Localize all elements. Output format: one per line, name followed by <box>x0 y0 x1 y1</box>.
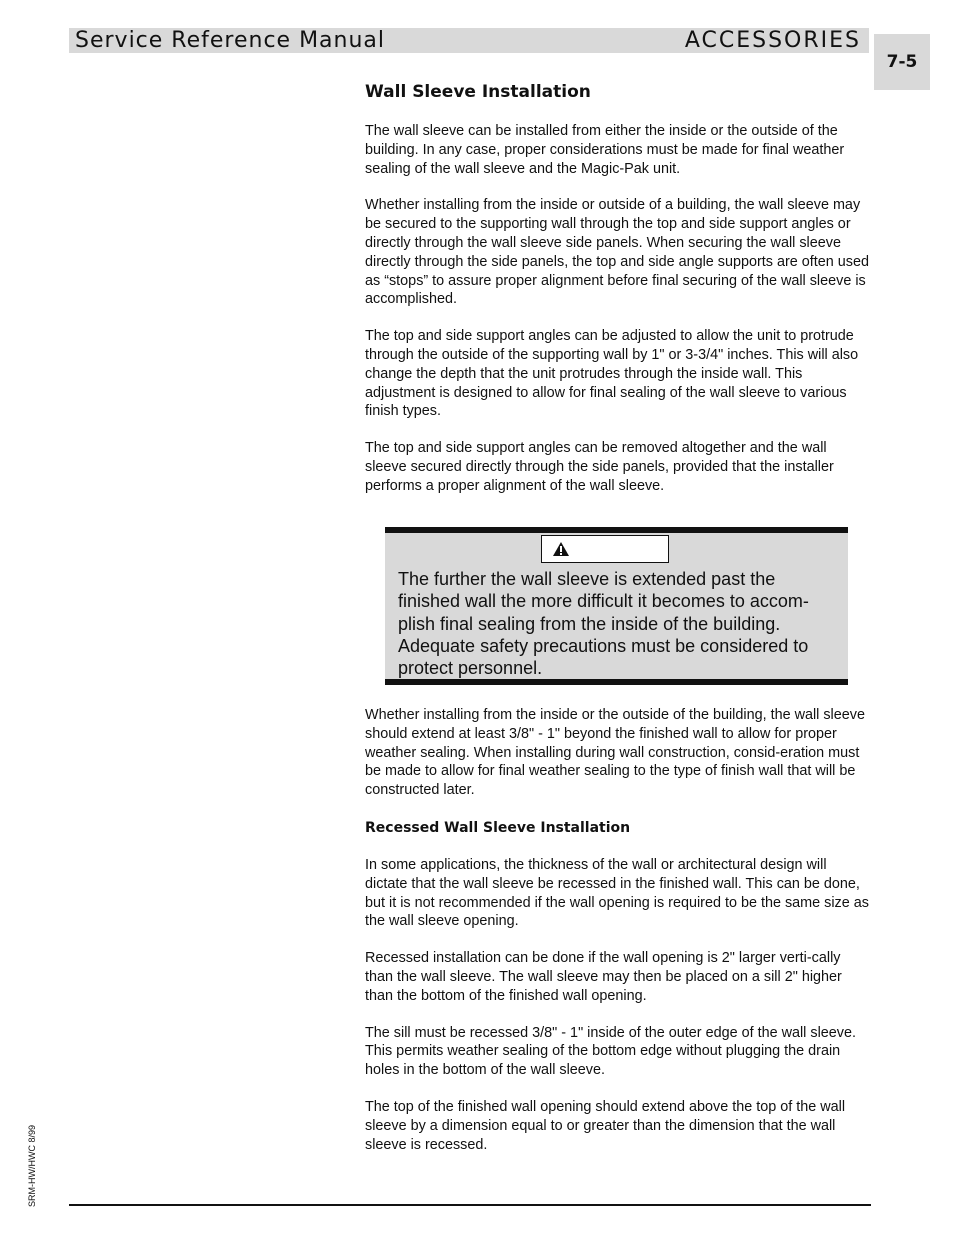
warning-triangle-icon <box>552 541 570 557</box>
warning-box <box>385 527 848 685</box>
main-content <box>365 80 871 496</box>
warning-text: The further the wall sleeve is extended past the finished wall the more difficult it becomes to accom-plish final sealing from the inside of the building. Adequate safety precautions must be considered to protect personnel. <box>398 569 809 679</box>
page-number: 7-5 <box>886 52 918 72</box>
paragraph-after-warning: Whether installing from the inside or the outside of the building, the wall sleeve should extend at least 3/8" - 1" beyond the finished wall to allow for proper weather sealing. When installing during wall construction, consid-eration must be made to allow for final weather sealing to the type of finish wall that will be constructed later. <box>365 707 865 799</box>
header-bar <box>69 28 869 53</box>
paragraph-1: The wall sleeve can be installed from either the inside or the outside of the building. In any case, proper considerations must be made for final weather sealing of the wall sleeve and the Magic-Pak unit. <box>365 123 845 177</box>
subsection-heading: Recessed Wall Sleeve Installation <box>365 819 631 836</box>
section-title: ACCESSORIES <box>684 28 861 53</box>
page-heading: Wall Sleeve Installation <box>365 82 591 102</box>
paragraph-3: The top and side support angles can be adjusted to allow the unit to protrude through the outside of the supporting wall by 1" or 3-3/4" inches. This will also change the depth that the unit protrudes through the inside wall. This adjustment is designed to allow for final sealing of the wall sleeve to various finish types. <box>365 328 859 420</box>
paragraph-4: The top and side support angles can be removed altogether and the wall sleeve secured directly through the side panels, provided that the installer performs a proper alignment of the wall sleeve. <box>365 440 834 494</box>
document-code: SRM-HW/HWC 8/99 <box>27 1124 37 1207</box>
sub-paragraph-3: The sill must be recessed 3/8" - 1" inside of the outer edge of the wall sleeve. This permits weather sealing of the bottom edge without plugging the drain holes in the bottom of the wall sleeve. <box>365 1024 856 1079</box>
lower-content <box>365 706 871 1154</box>
sub-paragraph-4: The top of the finished wall opening should extend above the top of the wall sleeve by a dimension equal to or greater than the dimension that the wall sleeve is recessed. <box>365 1098 846 1153</box>
footer-rule <box>69 1204 871 1206</box>
warning-label <box>541 535 669 563</box>
sub-paragraph-2: Recessed installation can be done if the wall opening is 2" larger verti-cally than the wall sleeve. The wall sleeve may then be placed on a sill 2" higher than the bottom of the finished wall opening. <box>365 950 842 1004</box>
sub-paragraph-1: In some applications, the thickness of the wall or architectural design will dictate that the wall sleeve be recessed in the finished wall. This can be done, but it is not recommended if the wall opening is required to be the same size as the wall sleeve opening. <box>365 856 869 930</box>
manual-title: Service Reference Manual <box>75 28 386 53</box>
page-number-tab <box>874 34 930 90</box>
paragraph-2: Whether installing from the inside or outside of a building, the wall sleeve may be secured to the supporting wall through the top and side support angles or directly through the wall sleeve side panels. When securing the wall sleeve directly through the side panels, the top and side angle supports are often used as “stops” to assure proper alignment before final securing of the wall sleeve is accomplished. <box>365 197 870 308</box>
